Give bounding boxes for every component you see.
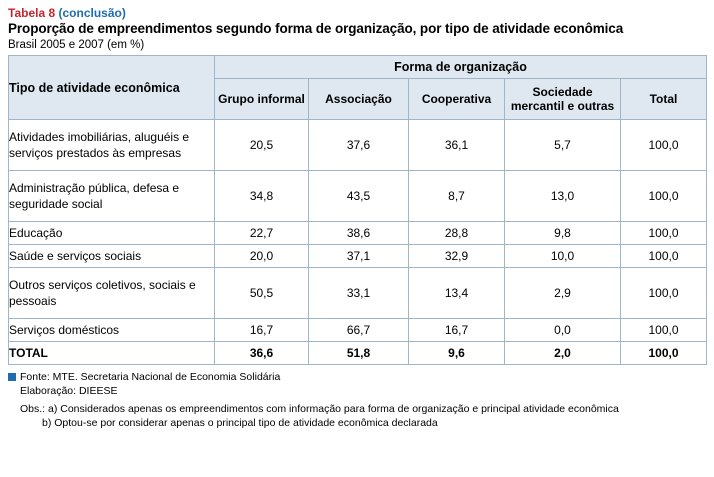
cell-total: 100,0 xyxy=(621,245,707,268)
cell-grupo-informal: 20,5 xyxy=(215,120,309,171)
table-header-row-group xyxy=(9,56,707,79)
page-title: Proporção de empreendimentos segundo forma de organização, por tipo de atividade econômica xyxy=(8,21,624,36)
cell-total: 100,0 xyxy=(621,268,707,319)
source-line xyxy=(8,370,706,384)
cell-total: 100,0 xyxy=(621,120,707,171)
cell-sociedade-mercantil: 13,0 xyxy=(505,171,621,222)
cell-cooperativa: 16,7 xyxy=(409,319,505,342)
cell-sociedade-mercantil: 2,9 xyxy=(505,268,621,319)
obs-a-line: Obs.: a) Considerados apenas os empreendimentos com informação para forma de organização e principal atividade econômica xyxy=(20,403,619,415)
cell-cooperativa: 9,6 xyxy=(409,342,505,365)
cell-grupo-informal: 16,7 xyxy=(215,319,309,342)
data-table xyxy=(8,55,707,365)
cell-sociedade-mercantil: 2,0 xyxy=(505,342,621,365)
column-header-grupo-informal: Grupo informal xyxy=(215,79,309,120)
cell-grupo-informal: 22,7 xyxy=(215,222,309,245)
table-row xyxy=(9,120,707,171)
source-text: Fonte: MTE. Secretaria Nacional de Economia Solidária xyxy=(20,371,281,383)
cell-total: 100,0 xyxy=(621,222,707,245)
table-notes xyxy=(8,370,706,430)
column-header-associacao: Associação xyxy=(309,79,409,120)
column-header-group: Forma de organização xyxy=(215,56,707,79)
column-header-cooperativa: Cooperativa xyxy=(409,79,505,120)
table-row xyxy=(9,245,707,268)
cell-total: 100,0 xyxy=(621,171,707,222)
cell-associacao: 37,6 xyxy=(309,120,409,171)
cell-total: 100,0 xyxy=(621,342,707,365)
cell-grupo-informal: 20,0 xyxy=(215,245,309,268)
row-category: Serviços domésticos xyxy=(9,319,215,342)
cell-associacao: 51,8 xyxy=(309,342,409,365)
cell-associacao: 37,1 xyxy=(309,245,409,268)
column-header-total: Total xyxy=(621,79,707,120)
row-category: Administração pública, defesa e seguridade social xyxy=(9,171,215,222)
cell-grupo-informal: 36,6 xyxy=(215,342,309,365)
table-number-suffix: (conclusão) xyxy=(58,6,126,20)
row-category: TOTAL xyxy=(9,342,215,365)
cell-sociedade-mercantil: 9,8 xyxy=(505,222,621,245)
cell-associacao: 66,7 xyxy=(309,319,409,342)
cell-associacao: 33,1 xyxy=(309,268,409,319)
cell-sociedade-mercantil: 5,7 xyxy=(505,120,621,171)
table-number-label: Tabela 8 xyxy=(8,6,56,20)
cell-sociedade-mercantil: 0,0 xyxy=(505,319,621,342)
table-row xyxy=(9,222,707,245)
cell-total: 100,0 xyxy=(621,319,707,342)
cell-cooperativa: 32,9 xyxy=(409,245,505,268)
cell-cooperativa: 28,8 xyxy=(409,222,505,245)
column-header-sociedade-mercantil: Sociedade mercantil e outras xyxy=(505,79,621,120)
cell-cooperativa: 36,1 xyxy=(409,120,505,171)
table-row xyxy=(9,268,707,319)
cell-grupo-informal: 34,8 xyxy=(215,171,309,222)
table-number xyxy=(8,6,706,20)
table-row xyxy=(9,319,707,342)
cell-cooperativa: 13,4 xyxy=(409,268,505,319)
page-subtitle: Brasil 2005 e 2007 (em %) xyxy=(8,39,145,51)
cell-cooperativa: 8,7 xyxy=(409,171,505,222)
cell-associacao: 38,6 xyxy=(309,222,409,245)
row-category: Atividades imobiliárias, aluguéis e serviços prestados às empresas xyxy=(9,120,215,171)
cell-associacao: 43,5 xyxy=(309,171,409,222)
blue-square-icon xyxy=(8,373,16,381)
cell-sociedade-mercantil: 10,0 xyxy=(505,245,621,268)
obs-b-line: b) Optou-se por considerar apenas o principal tipo de atividade econômica declarada xyxy=(42,417,438,429)
table-row xyxy=(9,171,707,222)
row-category: Educação xyxy=(9,222,215,245)
row-category: Saúde e serviços sociais xyxy=(9,245,215,268)
elaboration-line: Elaboração: DIEESE xyxy=(20,385,118,397)
row-category: Outros serviços coletivos, sociais e pessoais xyxy=(9,268,215,319)
cell-grupo-informal: 50,5 xyxy=(215,268,309,319)
table-row-total xyxy=(9,342,707,365)
column-header-category: Tipo de atividade econômica xyxy=(9,56,215,120)
